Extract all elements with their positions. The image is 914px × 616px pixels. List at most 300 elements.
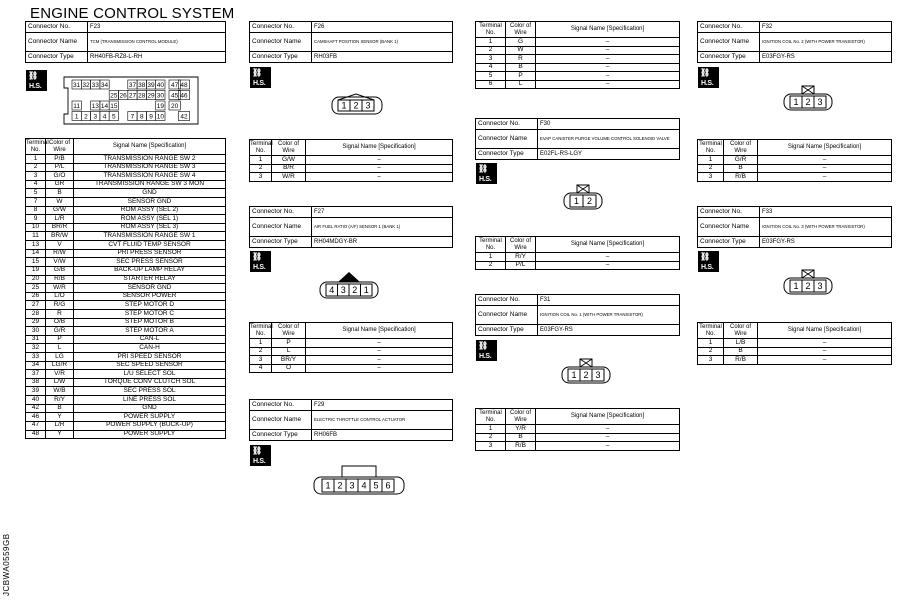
pin-number: 3 xyxy=(817,281,823,292)
table-row xyxy=(26,327,226,336)
table-row xyxy=(476,38,680,47)
connector-name-value: ELECTRIC THROTTLE CONTROL ACTUATOR xyxy=(312,411,453,430)
terminal-header: Terminal No. xyxy=(476,237,506,253)
harness-side-icon: ⛓ H.S. xyxy=(26,70,47,91)
pin-number: 1 xyxy=(74,113,79,121)
connector-info-f31 xyxy=(475,294,680,336)
table-row xyxy=(26,301,226,310)
terminal-cell: 26 xyxy=(26,292,46,301)
connector-name-value: TCM (TRANSMISSION CONTROL MODULE) xyxy=(88,33,226,52)
color-cell: R/Y xyxy=(506,253,536,262)
terminal-cell: 9 xyxy=(26,215,46,224)
table-row xyxy=(250,156,453,165)
color-cell: B/R xyxy=(272,164,306,173)
color-cell: L/B xyxy=(724,339,758,348)
table-row xyxy=(250,347,453,356)
pin-number: 27 xyxy=(128,92,137,100)
signal-cell: TRANSMISSION RANGE SW 4 xyxy=(74,172,226,181)
pin-table-f26 xyxy=(249,139,453,182)
pin-number: 8 xyxy=(139,113,144,121)
color-cell: Y xyxy=(46,430,74,439)
pin-number: 15 xyxy=(110,102,118,110)
color-cell: P xyxy=(506,72,536,81)
color-cell: R/B xyxy=(724,173,758,182)
table-row xyxy=(26,353,226,362)
color-cell: R/B xyxy=(506,442,536,451)
signal-cell: STEP MOTOR A xyxy=(74,327,226,336)
pin-number: 37 xyxy=(128,81,137,89)
signal-cell: POWER SUPPLY (BUCK-UP) xyxy=(74,421,226,430)
connector-no-value: F23 xyxy=(88,22,226,33)
connector-info-f26 xyxy=(249,21,453,63)
terminal-cell: 13 xyxy=(26,241,46,250)
table-row xyxy=(26,155,226,164)
pin-number: 46 xyxy=(180,92,188,100)
pin-number: 1 xyxy=(341,100,347,111)
signal-cell: TORQUE CONV CLUTCH SOL xyxy=(74,378,226,387)
signal-cell: SENSOR GND xyxy=(74,198,226,207)
table-row xyxy=(26,172,226,181)
connector-info-f23 xyxy=(25,21,226,63)
table-row xyxy=(250,173,453,182)
terminal-header: Terminal No. xyxy=(250,140,273,154)
table-row xyxy=(698,173,892,182)
color-header: Color of Wire xyxy=(724,323,758,339)
signal-header: Signal Name [Specification] xyxy=(74,139,226,155)
pin-number: 2 xyxy=(583,370,589,381)
connector-type-label: Connector Type xyxy=(250,430,312,441)
signal-header: Signal Name [Specification] xyxy=(306,323,453,339)
connector-no-value: F30 xyxy=(538,119,680,130)
pin-number: 45 xyxy=(171,92,179,100)
connector-type-label: Connector Type xyxy=(250,52,312,63)
pin-number: 33 xyxy=(91,81,99,89)
connector-info-f33 xyxy=(697,206,892,248)
terminal-cell: 4 xyxy=(26,180,46,189)
connector-type-label: Connector Type xyxy=(476,149,538,160)
color-cell: G/R xyxy=(46,327,74,336)
terminal-cell: 14 xyxy=(26,249,46,258)
signal-cell: LINE PRESS SOL xyxy=(74,396,226,405)
connector-no-label: Connector No. xyxy=(26,22,88,33)
signal-cell: TRANSMISSION RANGE SW 1 xyxy=(74,232,226,241)
color-cell: P xyxy=(46,335,74,344)
signal-cell: – xyxy=(306,156,453,165)
table-row xyxy=(26,215,226,224)
pin-number: 10 xyxy=(156,113,164,121)
signal-cell: ROM ASSY (SEL 3) xyxy=(74,223,226,232)
table-row xyxy=(476,63,680,72)
terminal-cell: 39 xyxy=(26,387,46,396)
pin-number: 14 xyxy=(100,102,109,110)
signal-cell: SEC PRESS SOL xyxy=(74,387,226,396)
color-cell: LG/R xyxy=(46,361,74,370)
signal-cell: – xyxy=(758,156,892,165)
table-row xyxy=(476,72,680,81)
terminal-cell: 2 xyxy=(476,433,506,442)
table-row xyxy=(26,284,226,293)
connector-name-label: Connector Name xyxy=(250,218,312,237)
connector-no-label: Connector No. xyxy=(476,119,538,130)
color-cell: L/O xyxy=(46,292,74,301)
table-row xyxy=(698,356,892,365)
connector-info-f32 xyxy=(697,21,892,63)
color-cell: BR/W xyxy=(46,232,74,241)
table-row xyxy=(26,189,226,198)
pin-number: 1 xyxy=(793,281,799,292)
connector-type-value: RH40FB-RZ8-L-RH xyxy=(88,52,226,63)
signal-cell: GND xyxy=(74,404,226,413)
pin-number: 13 xyxy=(91,102,99,110)
table-row xyxy=(26,318,226,327)
table-row xyxy=(26,275,226,284)
table-row xyxy=(476,80,680,89)
signal-cell: L/U SELECT SOL xyxy=(74,370,226,379)
table-row xyxy=(26,370,226,379)
pin-table-f33 xyxy=(697,322,892,365)
color-cell: R/G xyxy=(46,301,74,310)
terminal-cell: 33 xyxy=(26,353,46,362)
pin-number: 48 xyxy=(180,81,188,89)
connector-type-value: E03FGY-RS xyxy=(760,52,892,63)
connector-name-label: Connector Name xyxy=(476,306,538,325)
signal-cell: – xyxy=(536,55,680,64)
pin-number: 31 xyxy=(73,81,81,89)
color-cell: W xyxy=(506,46,536,55)
pin-table-f29 xyxy=(475,21,680,89)
color-cell: P/L xyxy=(46,163,74,172)
signal-cell: SEC SPEED SENSOR xyxy=(74,361,226,370)
connector-type-label: Connector Type xyxy=(698,237,760,248)
pin-number: 3 xyxy=(595,370,601,381)
signal-cell: – xyxy=(758,164,892,173)
signal-cell: – xyxy=(536,253,680,262)
color-cell: W/R xyxy=(272,173,306,182)
harness-side-icon: ⛓ H.S. xyxy=(698,251,719,272)
color-cell: B xyxy=(506,433,536,442)
harness-side-icon: ⛓ H.S. xyxy=(250,445,271,466)
table-row xyxy=(26,421,226,430)
color-cell: GR xyxy=(46,180,74,189)
connector-no-label: Connector No. xyxy=(698,22,760,33)
table-row xyxy=(698,347,892,356)
color-header: Color of Wire xyxy=(272,140,306,156)
connector-face-f27 xyxy=(318,268,380,300)
color-header: Color of Wire xyxy=(506,22,536,38)
pin-number: 34 xyxy=(100,81,109,89)
signal-cell: – xyxy=(536,433,680,442)
terminal-cell: 25 xyxy=(26,284,46,293)
terminal-cell: 2 xyxy=(698,347,724,356)
table-row xyxy=(26,198,226,207)
color-cell: B xyxy=(506,63,536,72)
pin-number: 4 xyxy=(102,113,107,121)
connector-name-value: IGNITION COIL No. 2 (WITH POWER TRANSISTOR) xyxy=(760,33,892,52)
terminal-cell: 3 xyxy=(476,442,506,451)
table-row xyxy=(250,164,453,173)
connector-no-label: Connector No. xyxy=(698,207,760,218)
pin-number: 2 xyxy=(337,480,343,491)
terminal-cell: 15 xyxy=(26,258,46,267)
pin-table-f32 xyxy=(697,139,892,182)
connector-type-value: E03FGY-RS xyxy=(538,325,680,336)
signal-cell: CAN-H xyxy=(74,344,226,353)
table-row xyxy=(26,258,226,267)
connector-name-value: IGNITION COIL No. 3 (WITH POWER TRANSISTOR) xyxy=(760,218,892,237)
connector-name-label: Connector Name xyxy=(250,33,312,52)
signal-cell: SENSOR GND xyxy=(74,284,226,293)
connector-type-value: RH04MDGY-BR xyxy=(312,237,453,248)
pin-number: 30 xyxy=(156,92,164,100)
color-cell: P/L xyxy=(506,261,536,270)
color-cell: BR/R xyxy=(46,223,74,232)
signal-cell: POWER SUPPLY xyxy=(74,413,226,422)
pin-number: 28 xyxy=(138,92,146,100)
terminal-cell: 1 xyxy=(476,38,506,47)
pin-number: 3 xyxy=(93,113,98,121)
connector-face-f23 xyxy=(62,74,202,128)
table-row xyxy=(26,180,226,189)
terminal-cell: 4 xyxy=(250,364,272,373)
connector-type-value: E03FGY-RS xyxy=(760,237,892,248)
connector-name-value: CAMSHAFT POSITION SENSOR (BANK 1) xyxy=(312,33,453,52)
signal-cell: – xyxy=(306,347,453,356)
connector-name-label: Connector Name xyxy=(250,411,312,430)
harness-side-icon: ⛓ H.S. xyxy=(250,251,271,272)
signal-cell: – xyxy=(536,442,680,451)
color-cell: R xyxy=(506,55,536,64)
table-row xyxy=(26,430,226,439)
connector-type-label: Connector Type xyxy=(26,52,88,63)
pin-number: 6 xyxy=(385,480,391,491)
terminal-cell: 31 xyxy=(26,335,46,344)
pin-number: 29 xyxy=(147,92,155,100)
terminal-cell: 29 xyxy=(26,318,46,327)
signal-cell: – xyxy=(536,261,680,270)
signal-cell: STEP MOTOR C xyxy=(74,309,226,318)
table-row xyxy=(26,361,226,370)
pin-number: 1 xyxy=(793,97,799,108)
signal-cell: TRANSMISSION RANGE SW 3 MON xyxy=(74,180,226,189)
color-cell: O/B xyxy=(46,318,74,327)
color-cell: G/W xyxy=(272,156,306,165)
signal-cell: – xyxy=(536,46,680,55)
terminal-cell: 1 xyxy=(250,156,272,165)
connector-name-label: Connector Name xyxy=(476,130,538,149)
terminal-cell: 1 xyxy=(476,425,506,434)
signal-cell: – xyxy=(536,72,680,81)
terminal-cell: 3 xyxy=(698,356,724,365)
table-row xyxy=(26,396,226,405)
signal-cell: POWER SUPPLY xyxy=(74,430,226,439)
pin-number: 9 xyxy=(149,113,153,121)
color-cell: L/R xyxy=(46,421,74,430)
color-cell: L/R xyxy=(46,215,74,224)
terminal-cell: 37 xyxy=(26,370,46,379)
terminal-cell: 1 xyxy=(476,253,506,262)
terminal-cell: 1 xyxy=(250,339,272,348)
table-row xyxy=(26,404,226,413)
color-cell: O xyxy=(272,364,306,373)
terminal-cell: 47 xyxy=(26,421,46,430)
signal-cell: – xyxy=(536,425,680,434)
connector-face-f33 xyxy=(782,268,834,296)
pin-number: 5 xyxy=(373,480,379,491)
signal-header: Signal Name [Specification] xyxy=(758,323,892,339)
signal-cell: – xyxy=(758,347,892,356)
connector-name-label: Connector Name xyxy=(698,33,760,52)
terminal-cell: 48 xyxy=(26,430,46,439)
table-row xyxy=(698,164,892,173)
connector-face-f30 xyxy=(562,183,604,211)
pin-number: 2 xyxy=(352,285,358,296)
signal-header: Signal Name [Specification] xyxy=(536,409,680,425)
table-row xyxy=(26,241,226,250)
terminal-header: Terminal No. xyxy=(26,139,49,153)
signal-cell: – xyxy=(758,356,892,365)
pin-number: 1 xyxy=(571,370,577,381)
pin-number: 2 xyxy=(353,100,359,111)
color-cell: R xyxy=(46,309,74,318)
terminal-cell: 34 xyxy=(26,361,46,370)
terminal-cell: 2 xyxy=(26,163,46,172)
harness-side-icon: ⛓ H.S. xyxy=(698,67,719,88)
color-cell: L/W xyxy=(46,378,74,387)
connector-no-value: F31 xyxy=(538,295,680,306)
pin-table-f31 xyxy=(475,408,680,451)
pin-number: 2 xyxy=(805,281,811,292)
signal-cell: SEC PRESS SENSOR xyxy=(74,258,226,267)
color-cell: Y xyxy=(46,413,74,422)
terminal-cell: 2 xyxy=(250,164,272,173)
color-cell: R/W xyxy=(46,249,74,258)
color-header: Color of Wire xyxy=(724,140,758,156)
color-cell: V xyxy=(46,241,74,250)
pin-number: 42 xyxy=(180,113,188,121)
terminal-cell: 2 xyxy=(476,46,506,55)
connector-name-value: AIR FUEL RATIO (A/F) SENSOR 1 (BANK 1) xyxy=(312,218,453,237)
terminal-cell: 7 xyxy=(26,198,46,207)
signal-cell: PRI SPEED SENSOR xyxy=(74,353,226,362)
pin-table-f23 xyxy=(25,138,226,439)
color-header: Color of Wire xyxy=(506,409,536,425)
color-cell: G/R xyxy=(724,156,758,165)
color-cell: G/W xyxy=(46,206,74,215)
pin-number: 1 xyxy=(573,196,580,207)
terminal-cell: 8 xyxy=(26,206,46,215)
signal-header: Signal Name [Specification] xyxy=(536,237,680,253)
connector-name-label: Connector Name xyxy=(26,33,88,52)
table-row xyxy=(698,156,892,165)
terminal-cell: 30 xyxy=(26,327,46,336)
pin-number: 2 xyxy=(805,97,811,108)
table-row xyxy=(476,46,680,55)
document-code: JCBWA0559GB xyxy=(2,533,11,596)
signal-header: Signal Name [Specification] xyxy=(306,140,453,156)
connector-no-value: F26 xyxy=(312,22,453,33)
signal-cell: GND xyxy=(74,189,226,198)
connector-face-f32 xyxy=(782,84,834,112)
color-cell: L xyxy=(506,80,536,89)
connector-no-value: F32 xyxy=(760,22,892,33)
color-cell: G xyxy=(506,38,536,47)
color-cell: LG xyxy=(46,353,74,362)
color-cell: B xyxy=(724,347,758,356)
table-row xyxy=(250,356,453,365)
terminal-cell: 1 xyxy=(26,155,46,164)
terminal-cell: 46 xyxy=(26,413,46,422)
signal-cell: – xyxy=(536,63,680,72)
color-cell: G/B xyxy=(46,266,74,275)
table-row xyxy=(26,387,226,396)
signal-cell: – xyxy=(306,339,453,348)
table-row xyxy=(250,339,453,348)
pin-number: 3 xyxy=(340,285,346,296)
connector-info-f27 xyxy=(249,206,453,248)
signal-cell: PRI PRESS SENSOR xyxy=(74,249,226,258)
signal-cell: – xyxy=(758,173,892,182)
table-row xyxy=(26,249,226,258)
terminal-header: Terminal No. xyxy=(250,323,273,337)
signal-cell: – xyxy=(306,364,453,373)
color-cell: G/O xyxy=(46,172,74,181)
color-cell: B xyxy=(46,189,74,198)
terminal-header: Terminal No. xyxy=(699,323,722,337)
color-cell: P/B xyxy=(46,155,74,164)
signal-cell: ROM ASSY (SEL 2) xyxy=(74,206,226,215)
terminal-cell: 2 xyxy=(698,164,724,173)
color-header: Color of Wire xyxy=(272,323,306,339)
terminal-header: Terminal No. xyxy=(476,409,506,425)
table-row xyxy=(476,433,680,442)
color-cell: BR/Y xyxy=(272,356,306,365)
terminal-cell: 3 xyxy=(250,356,272,365)
signal-cell: – xyxy=(306,356,453,365)
terminal-cell: 2 xyxy=(250,347,272,356)
color-cell: B xyxy=(46,404,74,413)
color-cell: Y/R xyxy=(506,425,536,434)
terminal-cell: 5 xyxy=(476,72,506,81)
table-row xyxy=(476,55,680,64)
pin-number: 5 xyxy=(112,113,116,121)
color-cell: P xyxy=(272,339,306,348)
table-row xyxy=(26,309,226,318)
pin-number: 47 xyxy=(171,81,179,89)
terminal-cell: 11 xyxy=(26,232,46,241)
connector-type-value: RH06FB xyxy=(312,430,453,441)
table-row xyxy=(26,378,226,387)
color-cell: R/Y xyxy=(46,396,74,405)
terminal-cell: 19 xyxy=(26,266,46,275)
terminal-cell: 1 xyxy=(698,156,724,165)
color-header: Color of Wire xyxy=(46,139,74,155)
page-title: ENGINE CONTROL SYSTEM xyxy=(30,5,235,22)
pin-number: 4 xyxy=(361,480,367,491)
color-cell: L xyxy=(272,347,306,356)
connector-no-value: F33 xyxy=(760,207,892,218)
connector-no-label: Connector No. xyxy=(476,295,538,306)
signal-cell: CAN-L xyxy=(74,335,226,344)
pin-number: 1 xyxy=(363,285,369,296)
terminal-cell: 1 xyxy=(698,339,724,348)
pin-number: 1 xyxy=(325,480,331,491)
terminal-cell: 20 xyxy=(26,275,46,284)
terminal-cell: 3 xyxy=(698,173,724,182)
signal-cell: TRANSMISSION RANGE SW 2 xyxy=(74,155,226,164)
terminal-cell: 3 xyxy=(26,172,46,181)
color-cell: V/W xyxy=(46,258,74,267)
terminal-cell: 40 xyxy=(26,396,46,405)
